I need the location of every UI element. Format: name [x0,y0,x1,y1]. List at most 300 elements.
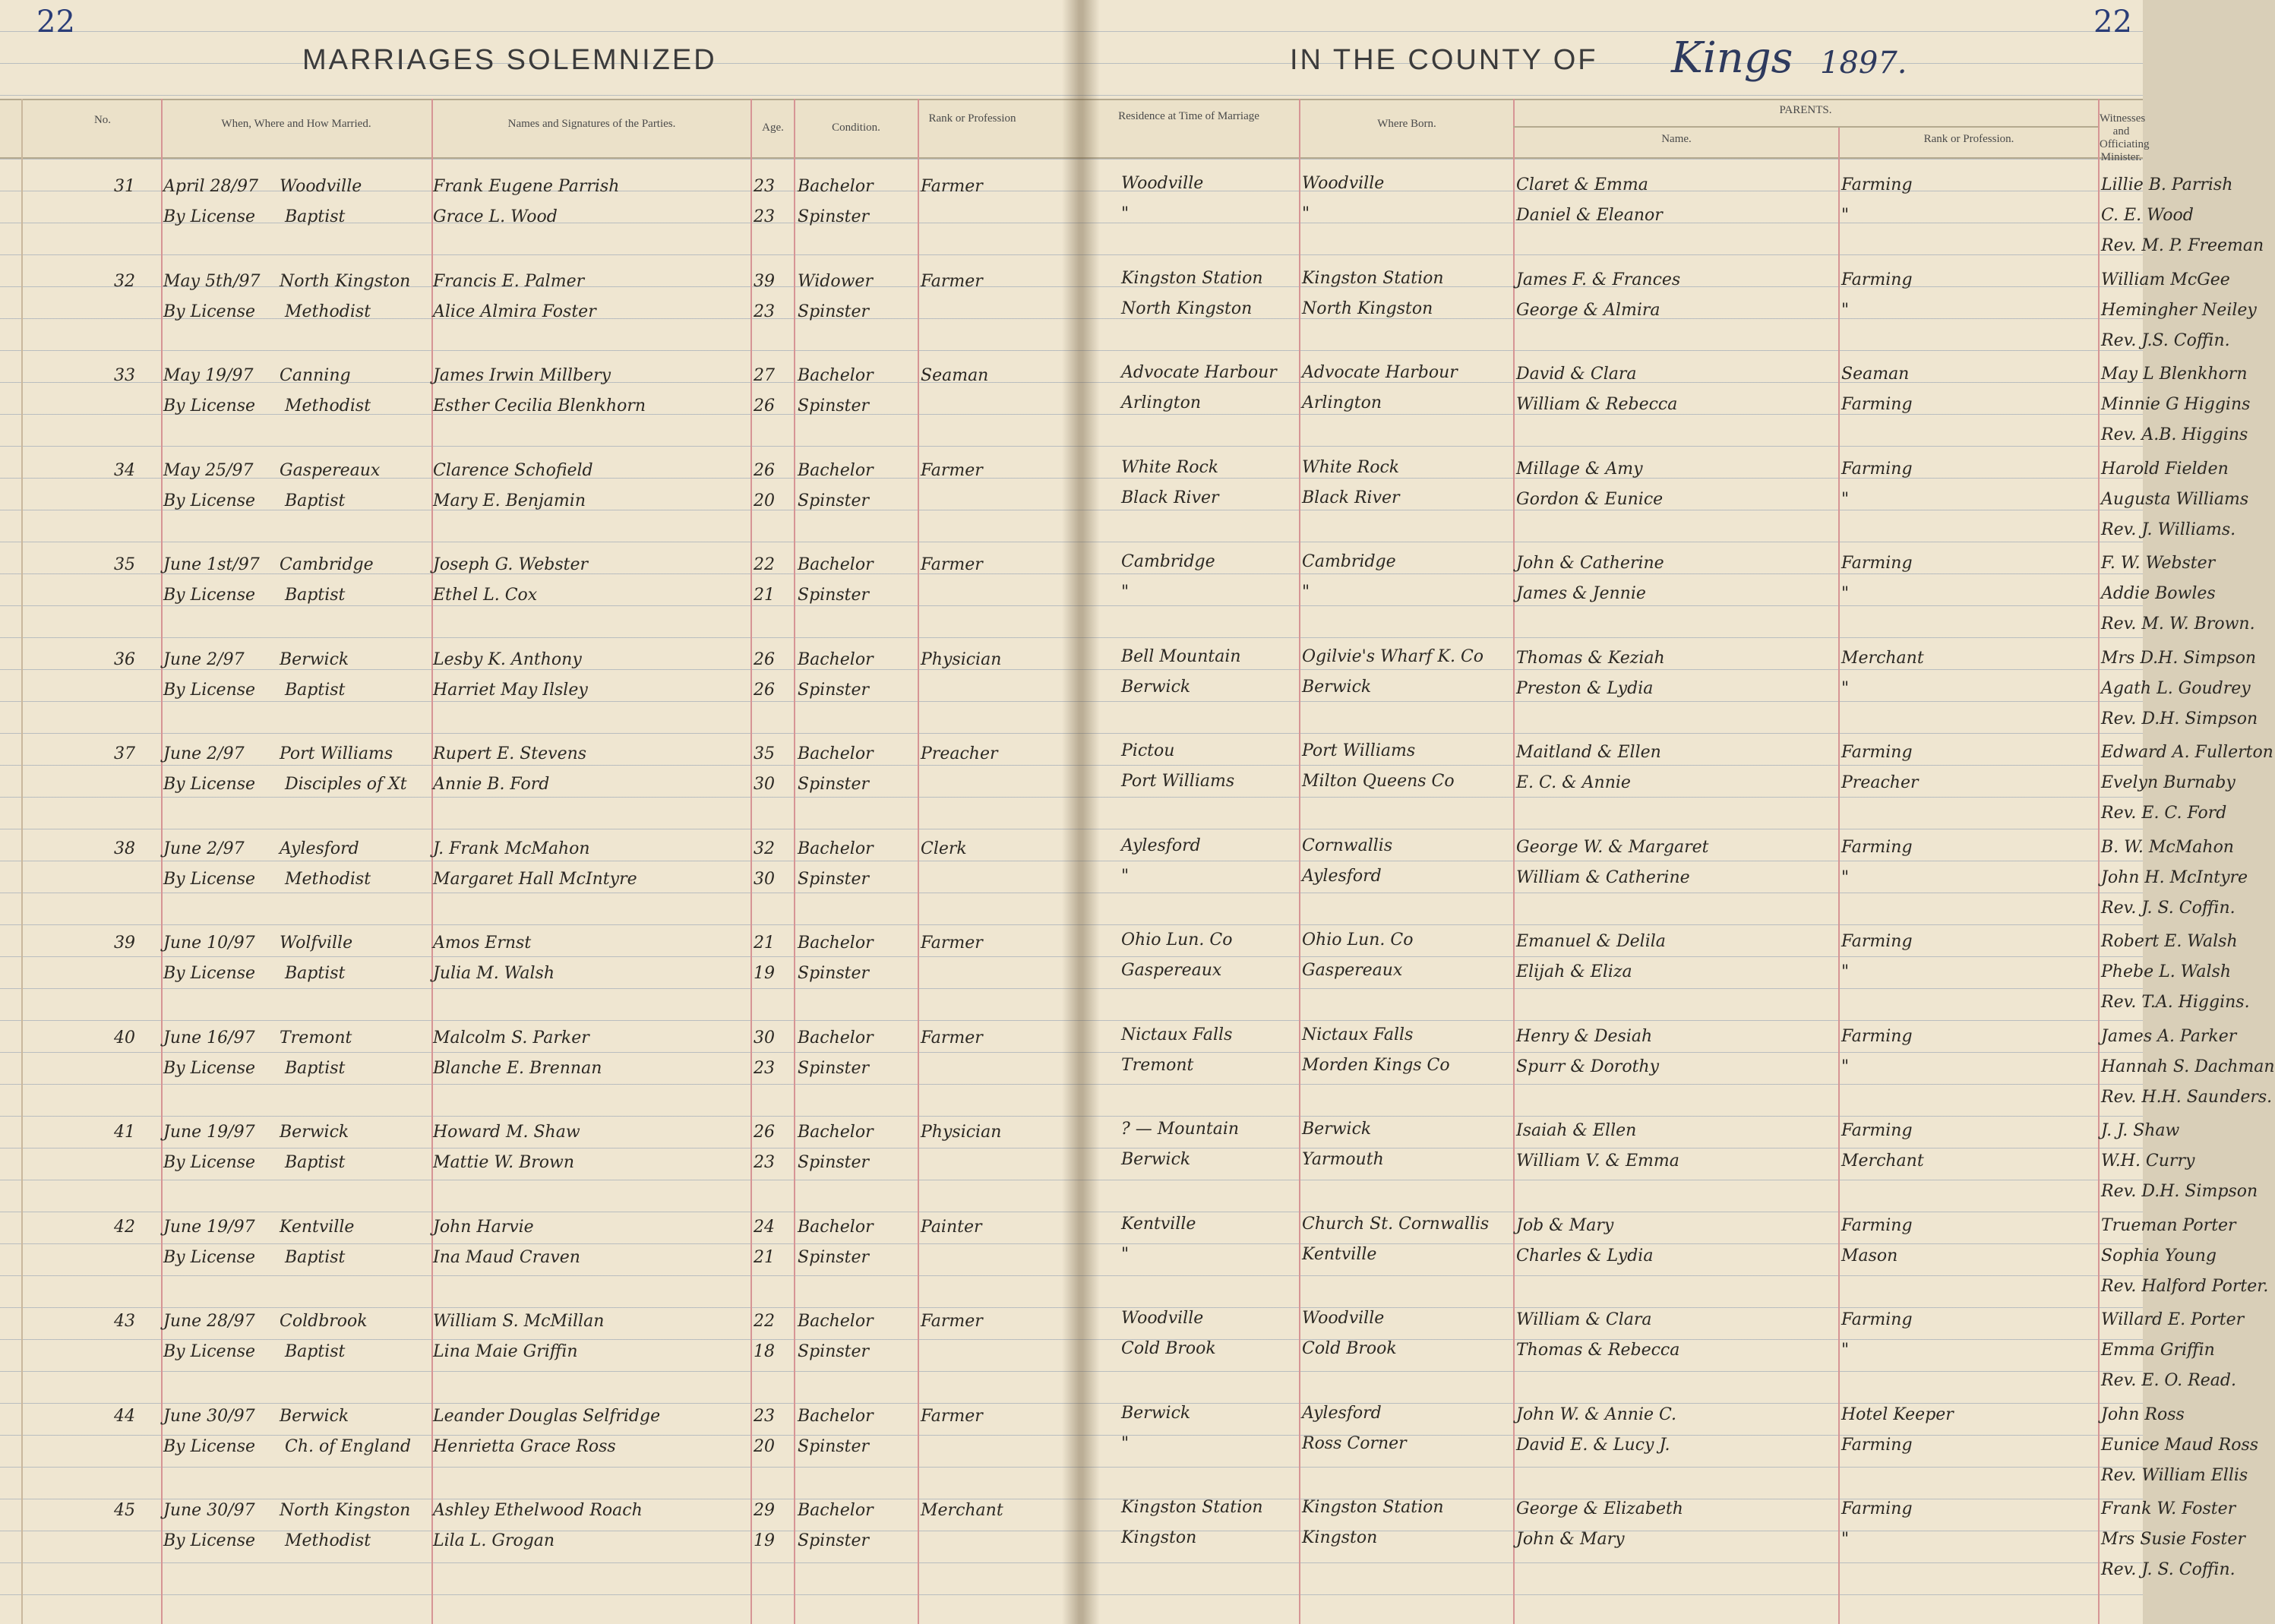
bride-condition: Spinster [798,586,870,605]
groom-birthplace: Kingston Station [1302,1498,1444,1517]
witness-1: Edward A. Fullerton [2101,743,2273,762]
groom-condition: Widower [798,271,873,291]
officiating-minister: Rev. J. S. Coffin. [2101,898,2236,918]
marriage-license: By License [163,964,256,983]
entry-number: 44 [114,1406,135,1426]
witness-2: Addie Bowles [2101,584,2216,603]
bride-age: 26 [754,680,775,700]
bride-age: 30 [754,775,775,794]
groom-birthplace: Church St. Cornwallis [1302,1214,1490,1234]
book-gutter [1062,0,1100,1624]
header-parents-name: Name. [1661,133,1692,145]
marriage-denomination: Baptist [285,207,346,226]
right-page-title: IN THE COUNTY OF [1290,44,1598,76]
officiating-minister: Rev. E. C. Ford [2101,804,2227,823]
witness-2: Evelyn Burnaby [2101,773,2236,792]
groom-condition: Bachelor [798,839,874,858]
marriage-date: May 5th/97 [163,271,261,291]
marriage-denomination: Disciples of Xt [285,775,407,794]
marriage-license: By License [163,397,256,415]
witness-2: Augusta Williams [2101,489,2249,509]
groom-condition: Bachelor [798,1501,874,1520]
groom-parents: Emanuel & Delila [1516,932,1666,951]
marriage-place: Gaspereaux [280,460,381,480]
groom-parents: Henry & Desiah [1516,1026,1653,1046]
bride-age: 30 [754,869,775,889]
groom-name: James Irwin Millbery [433,366,611,385]
witness-2: Emma Griffin [2101,1341,2215,1360]
groom-name: Ashley Ethelwood Roach [433,1501,643,1520]
groom-rank: Clerk [921,839,967,858]
groom-name: Clarence Schofield [433,460,593,480]
bride-birthplace: Yarmouth [1302,1150,1384,1169]
bride-residence: Kingston [1121,1528,1197,1547]
bride-name: Lina Maie Griffin [433,1342,578,1361]
marriage-license: By License [163,302,256,321]
bride-parents: David E. & Lucy J. [1516,1435,1670,1455]
groom-age: 29 [754,1501,775,1520]
bride-parents-rank: " [1841,867,1850,887]
header-residence: Residence at Time of Marriage [1118,110,1259,122]
groom-age: 24 [754,1217,775,1237]
marriage-license: By License [163,1342,256,1361]
groom-rank: Farmer [921,1028,983,1047]
groom-residence: Cambridge [1121,552,1215,571]
groom-parents-rank: Farming [1841,1310,1913,1329]
groom-residence: ? — Mountain [1121,1120,1240,1139]
bride-residence: Black River [1121,488,1219,507]
marriage-denomination: Baptist [285,1153,346,1172]
bride-residence: Berwick [1121,1150,1191,1169]
bride-parents: William & Rebecca [1516,395,1678,414]
marriage-denomination: Baptist [285,680,346,700]
entry-number: 33 [114,366,135,385]
header-names: Names and Signatures of the Parties. [507,118,676,130]
bride-condition: Spinster [798,1436,870,1456]
groom-parents-rank: Farming [1841,1499,1913,1518]
groom-condition: Bachelor [798,744,874,763]
register-year: 1897. [1820,46,1907,81]
officiating-minister: Rev. M. P. Freeman [2101,236,2264,255]
bride-name: Margaret Hall McIntyre [433,869,637,889]
marriage-place: Berwick [280,649,349,669]
bride-name: Ethel L. Cox [433,586,538,605]
groom-rank: Physician [921,649,1002,669]
groom-age: 27 [754,366,775,385]
witness-1: B. W. McMahon [2101,837,2234,857]
bride-birthplace: Aylesford [1302,866,1382,886]
marriage-license: By License [163,1531,256,1550]
groom-birthplace: Kingston Station [1302,268,1444,288]
bride-parents-rank: " [1841,1530,1850,1549]
bride-birthplace: North Kingston [1302,299,1433,318]
marriage-denomination: Baptist [285,1342,346,1361]
bride-birthplace: Kentville [1302,1244,1377,1264]
officiating-minister: Rev. H.H. Saunders. [2101,1087,2273,1107]
witness-1: Trueman Porter [2101,1215,2236,1235]
groom-birthplace: Aylesford [1302,1403,1382,1423]
marriage-date: June 19/97 [163,1123,255,1142]
marriage-place: North Kingston [280,1501,411,1520]
groom-age: 22 [754,555,775,574]
entry-number: 37 [114,744,135,763]
groom-parents: George & Elizabeth [1516,1499,1683,1518]
marriage-date: April 28/97 [163,177,258,196]
marriage-date: June 19/97 [163,1217,255,1237]
witness-1: Frank W. Foster [2101,1499,2236,1518]
col-divider [750,99,752,1624]
groom-birthplace: Cornwallis [1302,836,1393,855]
header-when: When, Where and How Married. [221,118,371,130]
groom-parents: James F. & Frances [1516,270,1681,289]
bride-age: 19 [754,1531,775,1550]
groom-age: 23 [754,177,775,196]
bride-residence: Port Williams [1121,772,1235,791]
groom-residence: Kingston Station [1121,268,1263,288]
bride-residence: " [1121,583,1130,602]
marriage-place: Kentville [280,1217,355,1237]
witness-2: John H. McIntyre [2101,867,2248,887]
marriage-denomination: Methodist [285,1531,371,1550]
groom-parents: Thomas & Keziah [1516,648,1665,668]
groom-parents: David & Clara [1516,365,1637,384]
groom-rank: Farmer [921,555,983,574]
witness-2: Minnie G Higgins [2101,395,2251,414]
groom-condition: Bachelor [798,460,874,480]
groom-age: 39 [754,271,775,291]
groom-name: Rupert E. Stevens [433,744,587,763]
groom-parents: Job & Mary [1516,1215,1614,1235]
bride-condition: Spinster [798,1153,870,1172]
bride-name: Ina Maud Craven [433,1247,580,1267]
marriage-date: June 2/97 [163,649,245,669]
bride-parents-rank: Farming [1841,395,1913,414]
bride-birthplace: Berwick [1302,677,1372,697]
marriage-license: By License [163,775,256,794]
bride-name: Mattie W. Brown [433,1153,575,1172]
bride-birthplace: Ross Corner [1302,1433,1407,1453]
marriage-denomination: Ch. of England [285,1436,412,1456]
groom-parents-rank: Seaman [1841,365,1910,384]
marriage-denomination: Baptist [285,1058,346,1078]
bride-condition: Spinster [798,302,870,321]
bride-residence: Arlington [1121,393,1201,412]
bride-parents: Thomas & Rebecca [1516,1341,1680,1360]
groom-age: 32 [754,839,775,858]
witness-1: William McGee [2101,270,2230,289]
entry-number: 31 [114,177,135,196]
groom-birthplace: Woodville [1302,1309,1385,1328]
groom-birthplace: Nictaux Falls [1302,1025,1414,1044]
witness-1: Willard E. Porter [2101,1310,2245,1329]
bride-residence: Gaspereaux [1121,961,1222,980]
bride-age: 23 [754,207,775,226]
groom-birthplace: Ohio Lun. Co [1302,930,1414,949]
bride-condition: Spinster [798,775,870,794]
marriage-place: Wolfville [280,934,353,953]
bride-name: Alice Almira Foster [433,302,596,321]
groom-residence: Kingston Station [1121,1498,1263,1517]
groom-residence: Woodville [1121,174,1204,193]
col-divider [794,99,795,1624]
witness-2: Hemingher Neiley [2101,300,2257,320]
bride-residence: Berwick [1121,677,1191,697]
col-divider [161,99,163,1624]
bride-condition: Spinster [798,869,870,889]
entry-number: 39 [114,934,135,953]
groom-parents-rank: Farming [1841,270,1913,289]
bride-condition: Spinster [798,397,870,415]
groom-rank: Painter [921,1217,982,1237]
bride-parents-rank: " [1841,962,1850,981]
marriage-denomination: Methodist [285,869,371,889]
bride-birthplace: Arlington [1302,393,1382,412]
marriage-place: Berwick [280,1123,349,1142]
groom-parents: William & Clara [1516,1310,1652,1329]
groom-parents-rank: Farming [1841,932,1913,951]
bride-parents-rank: Preacher [1841,773,1919,792]
groom-condition: Bachelor [798,366,874,385]
header-born: Where Born. [1377,118,1436,130]
witness-1: Robert E. Walsh [2101,932,2238,951]
groom-parents-rank: Farming [1841,459,1913,479]
right-page [1079,0,2275,1624]
witness-2: Sophia Young [2101,1246,2217,1265]
witness-1: John Ross [2101,1404,2185,1424]
col-divider [1513,99,1515,1624]
bride-parents-rank: " [1841,1057,1850,1076]
groom-parents-rank: Farming [1841,743,1913,762]
officiating-minister: Rev. A.B. Higgins [2101,425,2248,444]
witness-1: May L Blenkhorn [2101,365,2248,384]
groom-condition: Bachelor [798,934,874,953]
marriage-place: Port Williams [280,744,393,763]
witness-2: Mrs Susie Foster [2101,1530,2245,1549]
bride-parents-rank: " [1841,300,1850,320]
bride-birthplace: Milton Queens Co [1302,772,1455,791]
groom-age: 26 [754,649,775,669]
marriage-place: Coldbrook [280,1312,368,1331]
officiating-minister: Rev. D.H. Simpson [2101,709,2258,728]
marriage-place: Tremont [280,1028,352,1047]
groom-parents: Isaiah & Ellen [1516,1121,1637,1140]
bride-residence: " [1121,1244,1130,1264]
bride-parents: George & Almira [1516,300,1660,320]
bride-parents-rank: " [1841,584,1850,603]
bride-age: 20 [754,1436,775,1456]
bride-parents: William & Catherine [1516,867,1690,887]
groom-residence: Aylesford [1121,836,1201,855]
bride-condition: Spinster [798,680,870,700]
marriage-license: By License [163,1058,256,1078]
bride-condition: Spinster [798,1342,870,1361]
bride-birthplace: Black River [1302,488,1400,507]
bride-parents-rank: " [1841,678,1850,698]
entry-number: 32 [114,271,135,291]
groom-rank: Farmer [921,1312,983,1331]
groom-age: 21 [754,934,775,953]
header-condition: Condition. [832,122,880,134]
marriage-place: North Kingston [280,271,411,291]
groom-condition: Bachelor [798,1312,874,1331]
witness-2: Agath L. Goudrey [2101,678,2251,698]
groom-age: 23 [754,1406,775,1426]
groom-rank: Farmer [921,460,983,480]
bride-age: 19 [754,964,775,983]
margin-line [21,99,23,1624]
groom-name: Francis E. Palmer [433,271,585,291]
officiating-minister: Rev. William Ellis [2101,1465,2248,1485]
groom-residence: Advocate Harbour [1121,363,1277,382]
groom-parents: George W. & Margaret [1516,837,1709,857]
bride-condition: Spinster [798,1058,870,1078]
groom-parents-rank: Farming [1841,1121,1913,1140]
bride-age: 26 [754,397,775,415]
marriage-license: By License [163,1436,256,1456]
marriage-date: May 19/97 [163,366,254,385]
marriage-place: Cambridge [280,555,374,574]
marriage-license: By License [163,869,256,889]
bride-parents: Charles & Lydia [1516,1246,1654,1265]
groom-age: 26 [754,1123,775,1142]
bride-parents: John & Mary [1516,1530,1625,1549]
marriage-date: June 28/97 [163,1312,255,1331]
groom-residence: Pictou [1121,741,1175,760]
marriage-place: Aylesford [280,839,359,858]
left-page [0,0,1079,1624]
marriage-denomination: Methodist [285,397,371,415]
entry-number: 35 [114,555,135,574]
witness-2: Eunice Maud Ross [2101,1435,2259,1455]
bride-age: 23 [754,1058,775,1078]
bride-parents-rank: Mason [1841,1246,1898,1265]
groom-rank: Farmer [921,177,983,196]
groom-residence: Berwick [1121,1403,1191,1423]
groom-condition: Bachelor [798,1406,874,1426]
groom-condition: Bachelor [798,177,874,196]
entry-number: 43 [114,1312,135,1331]
officiating-minister: Rev. E. O. Read. [2101,1371,2236,1390]
entry-number: 38 [114,839,135,858]
marriage-date: May 25/97 [163,460,254,480]
marriage-date: June 16/97 [163,1028,255,1047]
groom-rank: Farmer [921,271,983,291]
groom-birthplace: White Rock [1302,457,1400,477]
groom-name: J. Frank McMahon [433,839,590,858]
header-parents: PARENTS. [1779,104,1832,116]
groom-condition: Bachelor [798,1217,874,1237]
col-divider [1838,128,1840,1624]
groom-name: Amos Ernst [433,934,532,953]
officiating-minister: Rev. M. W. Brown. [2101,615,2255,633]
bride-birthplace: " [1302,204,1310,223]
header-rank: Rank or Profession [928,112,1016,125]
marriage-license: By License [163,1247,256,1267]
bride-parents: William V. & Emma [1516,1152,1679,1171]
bride-age: 23 [754,1153,775,1172]
bride-name: Henrietta Grace Ross [433,1436,616,1456]
groom-birthplace: Berwick [1302,1120,1372,1139]
bride-age: 23 [754,302,775,321]
bride-name: Mary E. Benjamin [433,491,586,510]
witness-1: James A. Parker [2101,1026,2237,1046]
groom-rank: Farmer [921,934,983,953]
bride-name: Grace L. Wood [433,207,558,226]
bride-birthplace: Gaspereaux [1302,961,1403,980]
entry-number: 34 [114,460,135,480]
witness-1: Harold Fielden [2101,459,2229,479]
groom-residence: Ohio Lun. Co [1121,930,1233,949]
col-divider [918,99,919,1624]
col-divider [2098,99,2100,1624]
bride-name: Annie B. Ford [433,775,550,794]
bride-name: Blanche E. Brennan [433,1058,602,1078]
groom-condition: Bachelor [798,1028,874,1047]
groom-age: 30 [754,1028,775,1047]
bride-condition: Spinster [798,964,870,983]
marriage-license: By License [163,207,256,226]
groom-parents: John & Catherine [1516,554,1664,573]
entry-number: 40 [114,1028,135,1047]
bride-parents-rank: Farming [1841,1435,1913,1455]
groom-name: William S. McMillan [433,1312,605,1331]
groom-condition: Bachelor [798,1123,874,1142]
parents-subdivider [1513,126,2098,128]
marriage-license: By License [163,491,256,510]
bride-name: Harriet May Ilsley [433,680,588,700]
county-name: Kings [1671,33,1793,83]
bride-age: 21 [754,586,775,605]
bride-residence: " [1121,866,1130,886]
marriage-license: By License [163,586,256,605]
bride-residence: Cold Brook [1121,1339,1216,1358]
groom-rank: Preacher [921,744,998,763]
groom-residence: Woodville [1121,1309,1204,1328]
groom-rank: Merchant [921,1501,1003,1520]
marriage-place: Berwick [280,1406,349,1426]
bride-parents-rank: " [1841,489,1850,509]
bride-name: Esther Cecilia Blenkhorn [433,397,646,415]
entry-number: 36 [114,649,135,669]
bride-parents: Daniel & Eleanor [1516,206,1663,225]
marriage-denomination: Baptist [285,964,346,983]
marriage-place: Canning [280,366,351,385]
groom-birthplace: Ogilvie's Wharf K. Co [1302,646,1484,666]
groom-residence: Bell Mountain [1121,646,1241,666]
groom-parents-rank: Farming [1841,837,1913,857]
header-no: No. [93,114,112,126]
groom-parents: Claret & Emma [1516,175,1648,194]
bride-birthplace: " [1302,583,1310,602]
groom-age: 35 [754,744,775,763]
groom-residence: Nictaux Falls [1121,1025,1233,1044]
bride-parents-rank: " [1841,1341,1850,1360]
marriage-date: June 10/97 [163,934,255,953]
groom-birthplace: Woodville [1302,174,1385,193]
bride-age: 21 [754,1247,775,1267]
officiating-minister: Rev. J. Williams. [2101,520,2236,539]
groom-name: Joseph G. Webster [433,555,588,574]
groom-name: Frank Eugene Parrish [433,177,620,196]
marriage-denomination: Methodist [285,302,371,321]
bride-condition: Spinster [798,1531,870,1550]
groom-parents-rank: Farming [1841,554,1913,573]
col-divider [1299,99,1300,1624]
officiating-minister: Rev. J.S. Coffin. [2101,330,2230,350]
bride-birthplace: Kingston [1302,1528,1378,1547]
groom-name: Leander Douglas Selfridge [433,1406,661,1426]
left-page-title: MARRIAGES SOLEMNIZED [302,44,717,76]
